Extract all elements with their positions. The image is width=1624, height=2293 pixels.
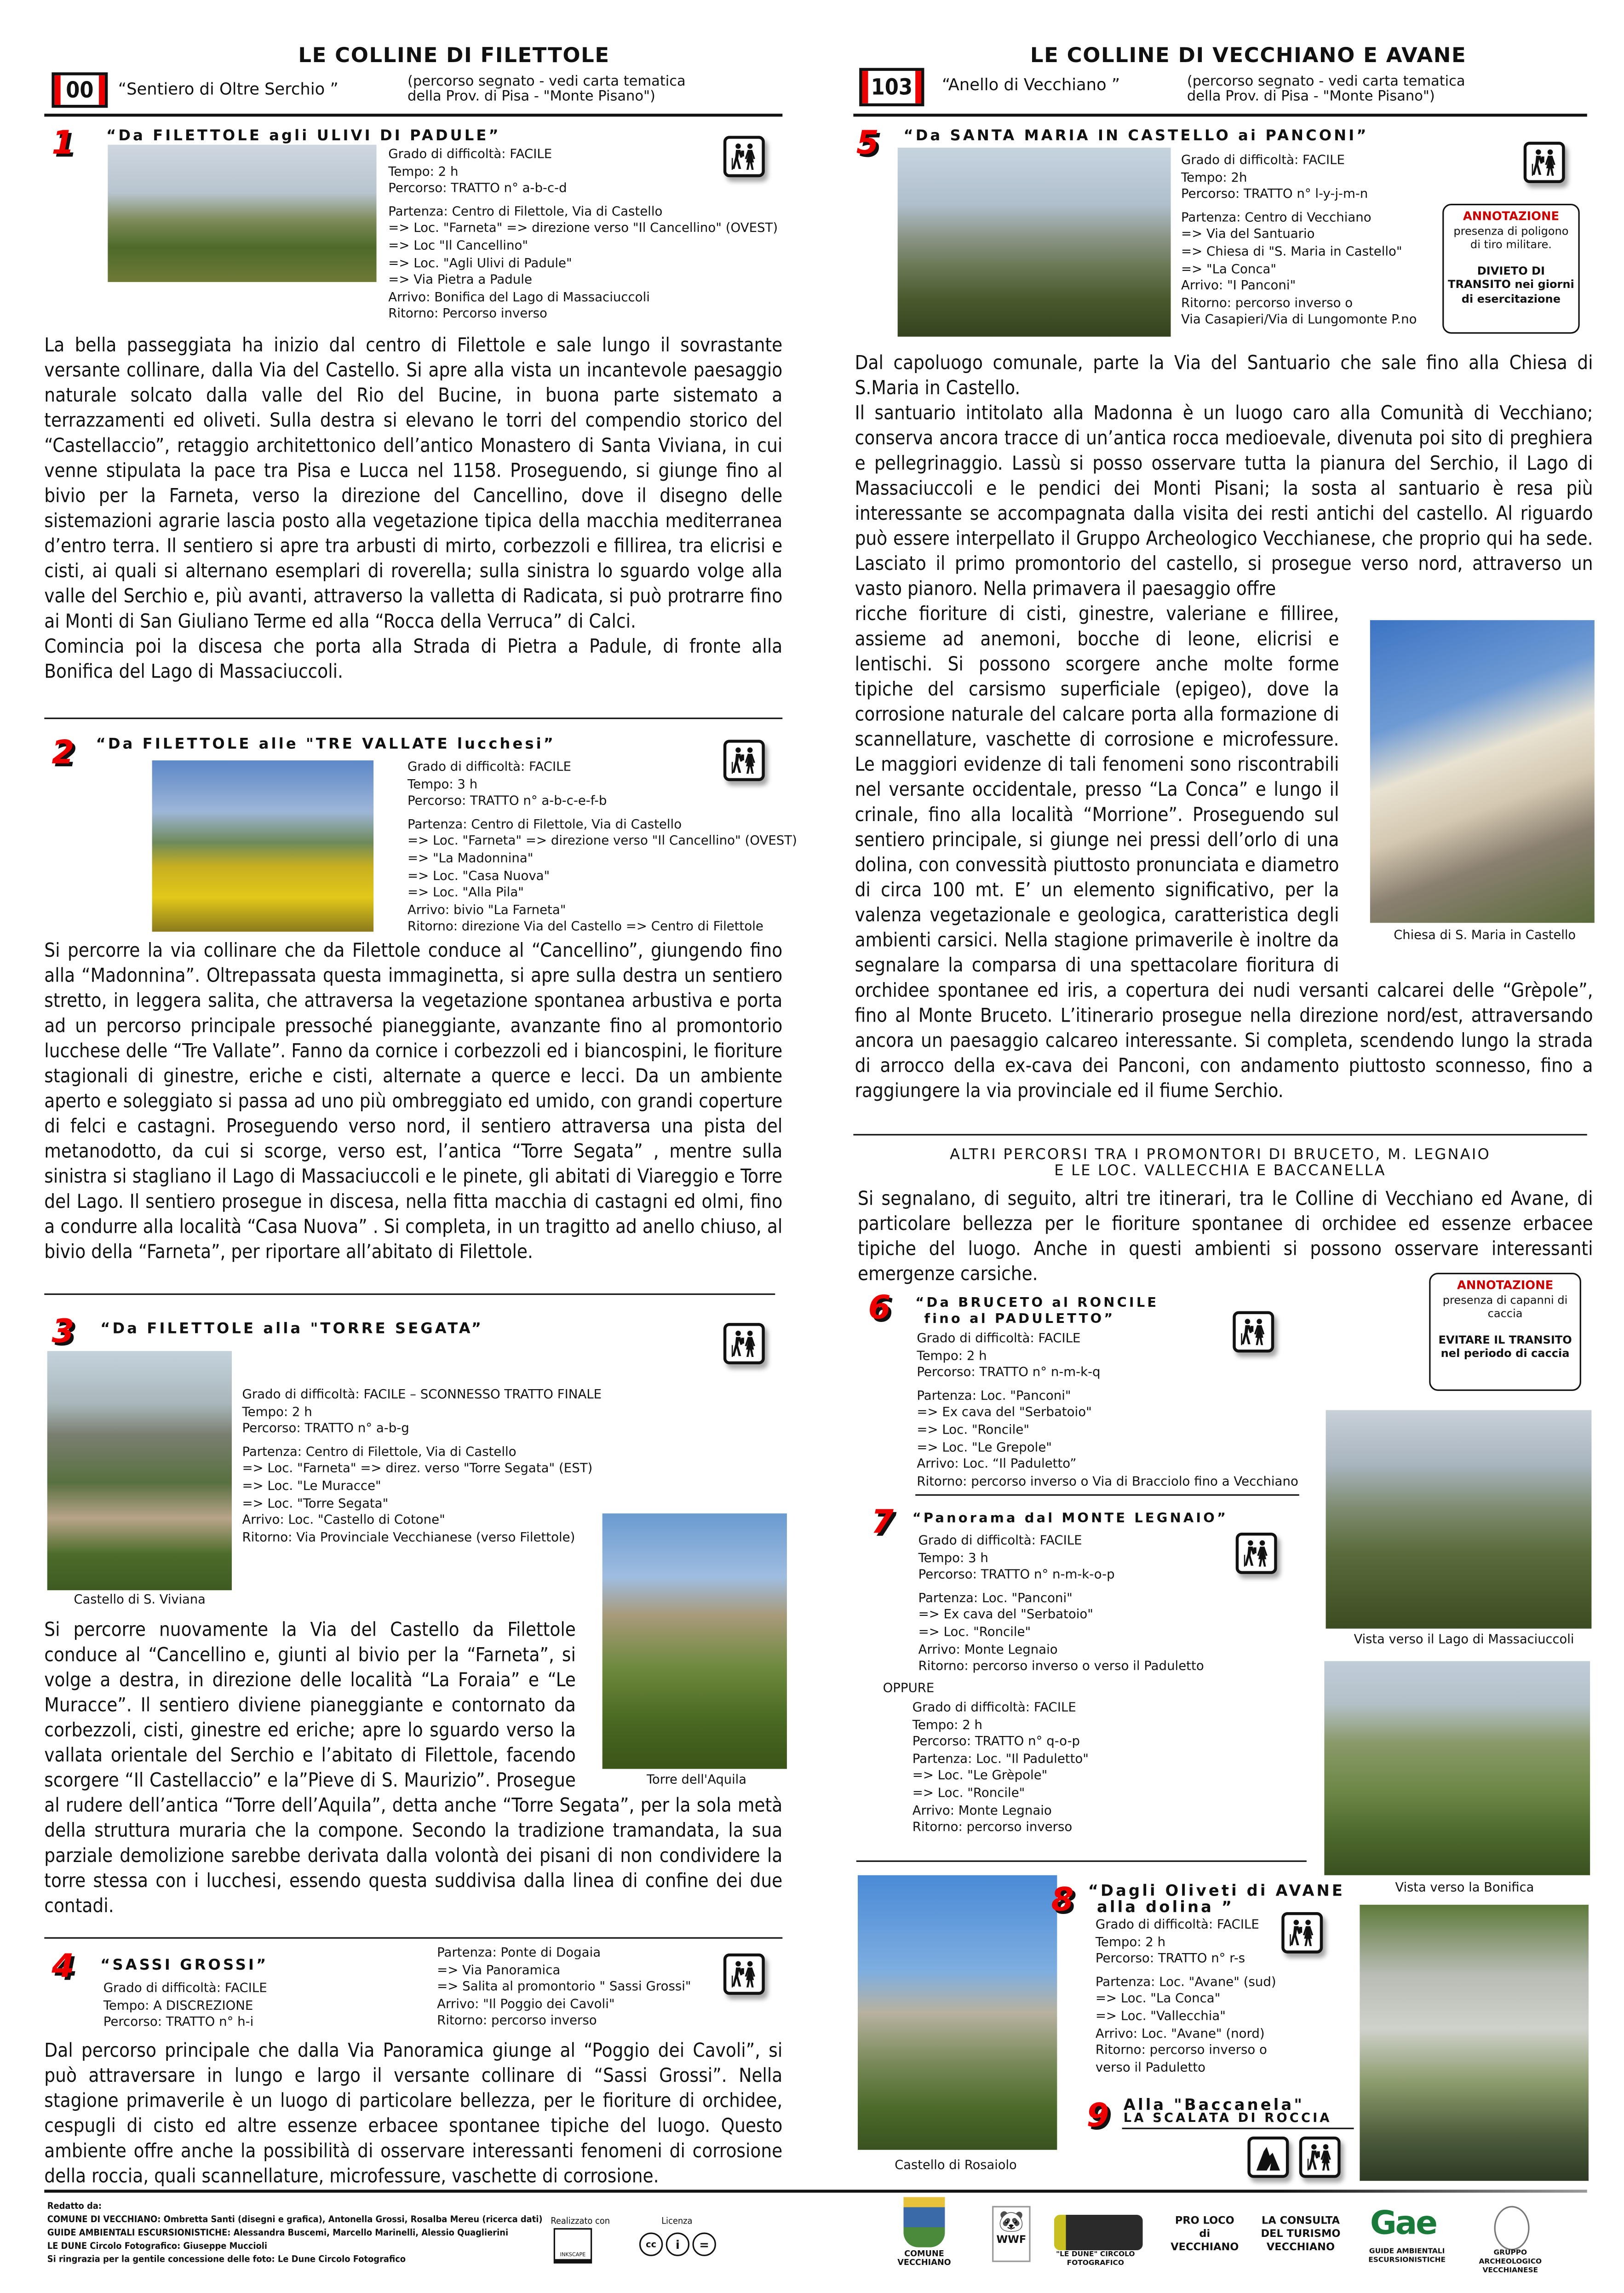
- detail-line: => Via Pietra a Padule: [388, 273, 532, 288]
- photo-caption: Torre dell'Aquila: [646, 1773, 747, 1788]
- detail-line: Ritorno: Percorso inverso: [388, 307, 547, 322]
- detail-line: Percorso: TRATTO n° n-m-k-o-p: [918, 1568, 1115, 1583]
- photo-baccanela-climbing: [1360, 1905, 1589, 2181]
- detail-line: => Via del Santuario: [1181, 228, 1315, 243]
- detail-line: => Loc. "La Conca": [1095, 1992, 1221, 2007]
- detail-line: Percorso: TRATTO n° a-b-c-d: [388, 182, 567, 197]
- logo-label: "LE DUNE" CIRCOLO FOTOGRAFICO: [1056, 2252, 1135, 2268]
- detail-line: => Via Panoramica: [437, 1963, 561, 1978]
- route-number: 4: [52, 1949, 75, 1986]
- photo-castello-s-viviana: [47, 1351, 232, 1590]
- gruppo-archeologico-logo: [1494, 2206, 1530, 2250]
- trail-name: “Sentiero di Oltre Serchio ”: [118, 80, 339, 99]
- hikers-icon: [723, 1954, 765, 1995]
- detail-line: Partenza: Centro di Vecchiano: [1181, 211, 1372, 226]
- annotation-text: presenza di poligono di tiro militare.: [1453, 224, 1569, 251]
- heading-line: E LE LOC. VALLECCHIA E BACCANELLA: [1054, 1163, 1386, 1180]
- detail-line: Tempo: 3 h: [918, 1551, 988, 1566]
- paragraph: Dal capoluogo comunale, parte la Via del Santuario che sale fino alla Chiesa di S.Maria in Castello.: [855, 353, 1593, 400]
- detail-line: Arrivo: Bonifica del Lago di Massaciuccoli: [388, 290, 650, 305]
- detail-line: Grado di difficoltà: FACILE: [917, 1332, 1081, 1347]
- detail-line: Tempo: 2 h: [912, 1718, 983, 1733]
- detail-line: Partenza: Loc. "Avane" (sud): [1095, 1975, 1276, 1990]
- detail-line: => Loc. "Farneta" => direzione verso "Il Cancellino" (OVEST): [407, 834, 797, 850]
- route-title: “Da SANTA MARIA IN CASTELLO ai PANCONI”: [903, 128, 1369, 145]
- route-number: 7: [871, 1504, 894, 1542]
- photo-caption: Castello di Rosaiolo: [895, 2159, 1017, 2174]
- right-page-title: LE COLLINE DI VECCHIANO E AVANE: [1030, 44, 1467, 68]
- alternative-route-details: [912, 1701, 1089, 1838]
- rock-climbing-icon: [1247, 2137, 1289, 2178]
- detail-line: Tempo: 2h: [1181, 171, 1247, 186]
- attribution-icon: i: [666, 2233, 689, 2256]
- trail-code-badge: 103: [859, 68, 924, 106]
- photo-caption: Chiesa di S. Maria in Castello: [1394, 929, 1576, 944]
- credits: [47, 2200, 543, 2266]
- photo-ulivi-di-padule: [108, 145, 376, 282]
- detail-line: Percorso: TRATTO n° q-o-p: [912, 1735, 1080, 1750]
- heading-line: ALTRI PERCORSI TRA I PROMONTORI DI BRUCETO, M. LEGNAIO: [950, 1147, 1491, 1164]
- annotation-text: presenza di capanni di caccia: [1442, 1293, 1568, 1320]
- footer-divider: [44, 2190, 1587, 2192]
- detail-line: => Loc. "Roncile": [918, 1626, 1031, 1641]
- paragraph: Si percorre nuovamente la Via del Castello da Filettole conduce al “Cancellino e, giunti al bivio per la “Farneta”, si volge a destra, in direzione delle località “La Foraia” e “Le Muracce”. Il sentiero diviene pianeggiante e contornato da corbezzoli, cisti, ginestre ed eriche; apre lo sguardo verso la vallata orientale del Serchio e l’abitato di Filettole, facendo scorgere “Il Castellaccio” e la”Pieve di S. Maurizio”. Prosegue al rudere dell’antica “Torre dell’Aquila”, detta anche “Torre Segata”, per la sola metà della struttura muraria che la compone. Secondo la tradizione tramandata, la sua parziale demolizione sarebbe derivata dalla volontà dei pisani di non condividere la torre stessa con i lucchesi, essendo questa suddivisa dalla linea di confine dei due contadi.: [44, 1620, 783, 1918]
- detail-line: Grado di difficoltà: FACILE: [912, 1701, 1076, 1716]
- detail-line: => Loc. "Le Grepole": [917, 1440, 1052, 1455]
- detail-line: Tempo: 2 h: [917, 1349, 987, 1364]
- photo-caption: Vista verso la Bonifica: [1395, 1881, 1534, 1896]
- detail-line: Arrivo: Loc. "Castello di Cotone": [242, 1513, 445, 1529]
- detail-line: Percorso: TRATTO n° l-y-j-m-n: [1181, 188, 1368, 203]
- detail-line: Ritorno: percorso inverso o: [1181, 296, 1353, 311]
- photo-lago-massaciuccoli: [1326, 1410, 1592, 1629]
- detail-line: Ritorno: percorso inverso: [912, 1821, 1073, 1836]
- pro-loco-logo: PRO LOCO di VECCHIANO: [1171, 2215, 1239, 2253]
- title-line: fino al PADULETTO”: [924, 1312, 1115, 1328]
- route-title: [915, 1296, 1159, 1329]
- route-details: [242, 1388, 602, 1548]
- detail-line: Via Casapieri/Via di Lungomonte P.no: [1181, 313, 1417, 328]
- detail-line: => Loc. "Vallecchia": [1095, 2009, 1226, 2024]
- annotation-box: [1442, 204, 1580, 333]
- route-description: [44, 939, 782, 1265]
- route-subtitle: LA SCALATA DI ROCCIA: [1123, 2111, 1332, 2126]
- divider: [856, 1861, 1307, 1862]
- detail-line: Arrivo: Monte Legnaio: [912, 1804, 1052, 1819]
- cc-icon: cc: [639, 2233, 663, 2256]
- route-title: “Da FILETTOLE alle "TRE VALLATE lucchesi”: [96, 736, 556, 753]
- detail-line: Ritorno: Via Provinciale Vecchianese (verso Filettole): [242, 1530, 575, 1546]
- divider: [44, 114, 782, 116]
- logo-label: GRUPPO ARCHEOLOGICO VECCHIANESE: [1479, 2250, 1542, 2276]
- detail-line: => Loc. "Le Muracce": [242, 1479, 381, 1494]
- detail-line: Partenza: Loc. "Il Paduletto": [912, 1752, 1089, 1767]
- route-number: 6: [868, 1290, 891, 1328]
- detail-line: => Salita al promontorio " Sassi Grossi": [437, 1980, 691, 1995]
- detail-line: => Loc. "Roncile": [917, 1423, 1030, 1438]
- detail-line: Percorso: TRATTO n° a-b-g: [242, 1422, 409, 1437]
- trail-note-line: (percorso segnato - vedi carta tematica: [1187, 74, 1465, 90]
- le-dune-logo: [1054, 2215, 1143, 2250]
- trail-note-line: della Prov. di Pisa - "Monte Pisano"): [407, 88, 655, 105]
- paragraph: Si segnalano, di seguito, altri tre itinerari, tra le Colline di Vecchiano ed Avane, di particolare bellezza per le fioriture spontanee di orchidee ed essenze erbacee tipiche del luogo. Anche in questi ambienti si possono osservare interessanti emergenze carsiche.: [858, 1189, 1593, 1286]
- divider: [44, 718, 782, 719]
- left-page-title: LE COLLINE DI FILETTOLE: [298, 44, 610, 68]
- hikers-icon: [1281, 1912, 1323, 1954]
- title-line: “Da BRUCETO al RONCILE: [915, 1296, 1159, 1311]
- annotation-heading: ANNOTAZIONE: [1457, 1278, 1554, 1292]
- detail-line: Ritorno: direzione Via del Castello => Centro di Filettole: [407, 920, 763, 936]
- route-title: “Da FILETTOLE agli ULIVI DI PADULE”: [106, 128, 501, 145]
- inkscape-text: INKSCAPE: [560, 2252, 586, 2258]
- detail-line: Partenza: Centro di Filettole, Via di Castello: [407, 817, 682, 833]
- route-title: “Panorama dal MONTE LEGNAIO”: [912, 1512, 1228, 1527]
- detail-line: Percorso: TRATTO n° h-i: [103, 2016, 254, 2031]
- route-number: 1: [52, 125, 75, 163]
- detail-line: => Loc. "Farneta" => direzione verso "Il Cancellino" (OVEST): [388, 222, 778, 237]
- photo-chiesa-s-maria: [1370, 620, 1595, 923]
- hikers-icon: [1299, 2137, 1341, 2178]
- detail-line: => "La Conca": [1181, 262, 1277, 277]
- detail-line: Arrivo: "Il Poggio dei Cavoli": [437, 1997, 615, 2012]
- detail-line: COMUNE DI VECCHIANO: Ombretta Santi (disegni e grafica), Antonella Grossi, Rosalba Mereu (ricerca dati): [47, 2215, 543, 2225]
- photo-santa-maria-panorama: [898, 148, 1171, 337]
- route-number: 2: [52, 735, 75, 772]
- hikers-icon: [723, 1323, 765, 1364]
- alternative-label: OPPURE: [883, 1682, 935, 1697]
- title-line: alla dolina ”: [1097, 1899, 1234, 1917]
- gae-logo: Gae: [1370, 2206, 1436, 2243]
- detail-line: => Loc. "Agli Ulivi di Padule": [388, 256, 572, 271]
- route-number: 9: [1086, 2098, 1109, 2135]
- detail-line: Grado di difficoltà: FACILE – SCONNESSO TRATTO FINALE: [242, 1388, 602, 1403]
- detail-line: Arrivo: Loc. “Il Paduletto”: [917, 1457, 1077, 1472]
- detail-line: Grado di difficoltà: FACILE: [1181, 153, 1345, 168]
- detail-line: Arrivo: "I Panconi": [1181, 279, 1296, 294]
- detail-line: => Loc "Il Cancellino": [388, 239, 528, 254]
- detail-line: Ritorno: percorso inverso o Via di Bracciolo fino a Vecchiano: [917, 1474, 1298, 1490]
- detail-line: => Loc. "Le Grèpole": [912, 1769, 1048, 1784]
- annotation-warning: EVITARE IL TRANSITO nel periodo di caccia: [1438, 1333, 1572, 1360]
- comune-vecchiano-crest: [904, 2197, 945, 2247]
- detail-line: Partenza: Centro di Filettole, Via di Castello: [388, 205, 663, 220]
- paragraph: Il santuario intitolato alla Madonna è un luogo caro alla Comunità di Vecchiano; conserva ancora tracce di un’antica rocca medioevale, divenuta poi sito di preghiera e pellegrinaggio. Lassù si posso osservare tutta la pianura del Serchio, il Lago di Massaciuccoli e le pendici dei Monti Pisani; la sosta al santuario è resa più interessante se accompagnata dalla visita dei resti antichi del castello. Al riguardo può essere interpellato il Gruppo Archeologico Vecchianese, che proprio qui ha sede. Lasciato il primo promontorio del castello, si prosegue verso nord, attraverso un vasto pianoro. Nella primavera il paesaggio offre: [855, 403, 1593, 601]
- detail-line: => Ex cava del "Serbatoio": [918, 1608, 1094, 1623]
- paragraph: Comincia poi la discesa che porta alla Strada di Pietra a Padule, di fronte alla Bonifica del Lago di Massaciuccoli.: [44, 636, 783, 684]
- detail-line: Arrivo: Monte Legnaio: [918, 1643, 1058, 1658]
- paragraph: ricche fioriture di cisti, ginestre, valeriane e filliree, assieme ad anemoni, bocche di leone, elicrisi e lentischi. Si possono scorgere anche molte forme tipiche del carsismo superficiale (epigeo), dove la corrosione naturale del calcare porta alla formazione di scannellature, vaschette di corrosione e microfessure. Le maggiori evidenze di tali fenomeni sono riscontrabili nel versante occidentale, presso “La Conca” e lungo il crinale, fino alla località “Morrione”. Proseguendo sul sentiero principale, si giunge nei pressi dell’orlo di una dolina, con convessità piuttosto pronunciata e diametro di circa 100 mt. E’ un elemento significativo, per la valenza vegetazionale e geologica, caratteristica degli ambienti carsici. Nella stagione primaverile è inoltre da segnalare la comparsa di una spettacolare fioritura di orchidee spontanee ed iris, a copertura dei nudi versanti calcarei delle “Grèpole”, fino al Monte Bruceto. L’itinerario prosegue nella direzione nord/est, attraversando ancora un paesaggio calcareo interessante. Si completa, scendendo lungo la strada di arrocco della ex-cava dei Panconi, con andamento piuttosto sconnesso, fino a raggiungere la via provinciale ed il fiume Serchio.: [855, 603, 1593, 1103]
- divider: [1122, 2128, 1354, 2129]
- logo-label: COMUNE VECCHIANO: [897, 2250, 951, 2268]
- consulta-turismo-logo: LA CONSULTA DEL TURISMO VECCHIANO: [1261, 2215, 1341, 2253]
- annotation-warning: DIVIETO DI TRANSITO nei giorni di esercitazione: [1448, 263, 1574, 305]
- inkscape-logo: [554, 2228, 592, 2264]
- detail-line: Si ringrazia per la gentile concessione delle foto: Le Dune Circolo Fotografico: [47, 2254, 406, 2265]
- detail-line: Grado di difficoltà: FACILE: [407, 760, 571, 776]
- detail-line: => Loc. "Casa Nuova": [407, 869, 550, 884]
- route-number: 5: [856, 125, 879, 163]
- divider: [915, 1494, 1299, 1496]
- detail-line: => Ex cava del "Serbatoio": [917, 1406, 1092, 1421]
- wwf-logo: [992, 2206, 1030, 2262]
- made-with-label: Realizzato con: [551, 2216, 610, 2227]
- title-line: “Dagli Oliveti di AVANE: [1088, 1882, 1345, 1901]
- route-details: [1096, 1918, 1276, 2078]
- divider: [44, 1293, 775, 1295]
- detail-line: Arrivo: bivio "La Farneta": [407, 903, 566, 918]
- detail-line: => Loc. "Torre Segata": [242, 1496, 389, 1511]
- logo-label: WWF: [996, 2234, 1027, 2246]
- trail-code-badge: 00: [52, 72, 108, 108]
- detail-line: Partenza: Loc. "Panconi": [918, 1591, 1073, 1606]
- detail-line: => Chiesa di "S. Maria in Castello": [1181, 245, 1402, 260]
- detail-line: Grado di difficoltà: FACILE: [388, 148, 552, 163]
- route-details: [1181, 154, 1417, 331]
- annotation-heading: ANNOTAZIONE: [1463, 209, 1560, 223]
- detail-line: Percorso: TRATTO n° a-b-c-e-f-b: [407, 794, 607, 810]
- detail-line: LE DUNE Circolo Fotografico: Giuseppe Muccioli: [47, 2241, 267, 2252]
- detail-line: Ritorno: percorso inverso o verso il Paduletto: [918, 1660, 1204, 1675]
- no-derivatives-icon: =: [692, 2233, 716, 2256]
- other-routes-heading: [853, 1147, 1587, 1180]
- route-description: [44, 2039, 782, 2190]
- trail-note: [407, 75, 686, 105]
- detail-line: Grado di difficoltà: FACILE: [918, 1534, 1082, 1549]
- detail-line: Tempo: 2 h: [1095, 1935, 1166, 1950]
- route-details: [917, 1332, 1298, 1492]
- route-title: “Da FILETTOLE alla "TORRE SEGATA”: [100, 1321, 484, 1338]
- detail-line: Tempo: A DISCREZIONE: [103, 1999, 253, 2014]
- photo-caption: Vista verso il Lago di Massaciuccoli: [1354, 1633, 1574, 1648]
- logo-label: GUIDE AMBIENTALI ESCURSIONISTICHE: [1368, 2248, 1446, 2265]
- route-title: “SASSI GROSSI”: [100, 1958, 269, 1974]
- hikers-icon: [1524, 142, 1565, 183]
- route-details: [388, 148, 778, 325]
- annotation-box: [1429, 1273, 1581, 1391]
- photo-castello-rosaiolo: [858, 1875, 1057, 2150]
- detail-line: Grado di difficoltà: FACILE: [1095, 1918, 1259, 1933]
- photo-bonifica: [1324, 1661, 1590, 1875]
- detail-line: verso il Paduletto: [1095, 2061, 1206, 2076]
- detail-line: => Loc. "Roncile": [912, 1786, 1025, 1802]
- detail-line: => Loc. "Alla Pila": [407, 886, 524, 901]
- detail-line: Ritorno: percorso inverso o: [1095, 2044, 1267, 2059]
- route-number: 8: [1051, 1882, 1074, 1919]
- paragraph: Si percorre la via collinare che da Filettole conduce al “Cancellino”, giungendo fino alla “Madonnina”. Oltrepassata questa immaginetta, si apre sulla destra un sentiero stretto, in leggera salita, che attraversa la vegetazione spontanea arbustiva e porta ad un percorso principale pressoché pianeggiante, avanzante fino al promontorio lucchese delle “Tre Vallate”. Fanno da cornice i corbezzoli ed i biancospini, le fioriture stagionali di ginestre, eriche e cisti, alternate a querce e lecci. Da un ambiente aperto e soleggiato si passa ad uno più ombreggiato ed umido, con grandi coperture di felci e castagni. Proseguendo verso nord, il sentiero attraversa una pista del metanodotto, da cui si scorge, verso est, l’antica “Torre Segata” , mentre sulla sinistra si stagliano il Lago di Massaciuccoli e le pinete, gli abitati di Viareggio e Torre del Lago. Il sentiero prosegue in discesa, nella fitta macchia di castagni ed olmi, fino a condurre alla località “Casa Nuova” . Si completa, in un tragitto ad anello chiuso, al bivio della “Farneta”, per riportare all’abitato di Filettole.: [44, 940, 783, 1264]
- detail-line: Redatto da:: [47, 2201, 102, 2212]
- route-details: [103, 1982, 267, 2033]
- detail-line: => Loc. "Farneta" => direz. verso "Torre Segata" (EST): [242, 1462, 593, 1477]
- trail-note-line: della Prov. di Pisa - "Monte Pisano"): [1187, 88, 1435, 105]
- photo-tre-vallate: [152, 760, 374, 931]
- detail-line: Partenza: Ponte di Dogaia: [437, 1946, 601, 1961]
- route-itinerary: [437, 1946, 691, 2032]
- detail-line: Ritorno: percorso inverso: [437, 2014, 597, 2029]
- divider: [44, 1937, 782, 1939]
- paragraph: La bella passeggiata ha inizio dal centro di Filettole e sale lungo il sovrastante versante collinare, dalla Via del Castello. Si apre alla vista un incantevole paesaggio naturale solcato dalla valle del Rio del Bucine, in buona parte sistemato a terrazzamenti ed oliveti. Sulla destra si elevano le torri del compendio storico del “Castellaccio”, retaggio architettonico dell’antico Monastero di Santa Viviana, in cui venne stipulata la pace tra Pisa e Lucca nel 1158. Proseguendo, si giunge fino al bivio per la Farneta, verso la direzione del Cancellino, dove il disegno delle sistemazioni agrarie lascia posto alla vegetazione tipica della macchia mediterranea d’entro terra. Il sentiero si apre tra arbusti di mirto, corbezzoli e fillirea, tra elicrisi e cisti, ai quali si alternano esemplari di roverella; sulla sinistra lo sguardo volge alla valle del Serchio e, più avanti, attraverso la valletta di Radicata, si può protrarre fino ai Monti di San Giuliano Terme ed alla “Rocca della Verruca” di Calci.: [44, 335, 783, 634]
- route-title: Alla "Baccanela": [1123, 2097, 1305, 2115]
- route-description: [44, 1618, 782, 1919]
- detail-line: => "La Madonnina": [407, 852, 534, 867]
- detail-line: Percorso: TRATTO n° n-m-k-q: [917, 1366, 1101, 1381]
- panda-icon: 🐼: [998, 2210, 1024, 2234]
- trail-note: [1187, 75, 1465, 105]
- route-description: [44, 333, 782, 685]
- license-label: Licenza: [661, 2216, 693, 2227]
- detail-line: Percorso: TRATTO n° r-s: [1095, 1952, 1245, 1967]
- detail-line: Grado di difficoltà: FACILE: [103, 1981, 267, 1996]
- divider: [853, 1134, 1587, 1135]
- trail-name: “Anello di Vecchiano ”: [941, 75, 1120, 95]
- photo-caption: Castello di S. Viviana: [74, 1593, 206, 1608]
- detail-line: Partenza: Centro di Filettole, Via di Castello: [242, 1445, 516, 1460]
- detail-line: Tempo: 2 h: [388, 165, 459, 180]
- detail-line: Tempo: 2 h: [242, 1405, 312, 1420]
- hikers-icon: [1236, 1533, 1277, 1574]
- detail-line: Partenza: Loc. "Panconi": [917, 1389, 1071, 1404]
- detail-line: Tempo: 3 h: [407, 777, 478, 793]
- trail-note-line: (percorso segnato - vedi carta tematica: [407, 74, 686, 90]
- route-details: [918, 1534, 1204, 1677]
- paragraph: Dal percorso principale che dalla Via Panoramica giunge al “Poggio dei Cavoli”, si può attraversare in lungo e largo il versante collinare di “Sassi Grossi”. Nella stagione primaverile è un luogo di particolare bellezza, per le fioriture di orchidee, cespugli di cisto ed altre essenze erbacee spontanee tipiche del luogo. Questo ambiente offre anche la possibilità di osservare interessanti fenomeni di corrosione della roccia, quali scannellature, microfessure, vaschette di corrosione.: [44, 2040, 783, 2189]
- route-number: 3: [52, 1314, 75, 1351]
- cc-license-icons[interactable]: [639, 2233, 716, 2256]
- detail-line: GUIDE AMBIENTALI ESCURSIONISTICHE: Alessandra Buscemi, Marcello Marinelli, Alessio Quaglierini: [47, 2228, 509, 2239]
- divider: [853, 114, 1587, 116]
- detail-line: Arrivo: Loc. "Avane" (nord): [1095, 2026, 1265, 2042]
- route-details: [407, 760, 797, 937]
